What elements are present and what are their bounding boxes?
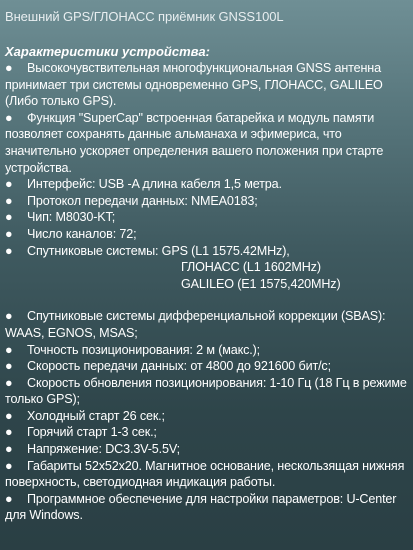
bullet-icon: ● [5,375,13,390]
bullet-icon: ● [5,408,13,423]
bullet-icon: ● [5,193,13,208]
bullet-icon: ● [5,342,13,357]
list-item: ● Функция "SuperCap" встроенная батарейка и модуль памяти позволяет сохранять данные альманаха и эфимериса, что значительно ускоряет определения вашего положения при старте устройства. [5,110,384,175]
product-description [5,8,409,524]
list-item: ● Высокочувствительная многофункциональная GNSS антенна принимает три системы одновременно GPS, ГЛОНАСС, GALILEO (Либо только GPS). [5,61,383,109]
list-item: ● Напряжение: DC3.3V-5.5V; [5,442,180,457]
bullet-icon: ● [5,425,13,440]
list-item: ● Скорость передачи данных: от 4800 до 921600 бит/с; [5,359,331,374]
bullet-icon: ● [5,226,13,241]
bullet-icon: ● [5,491,13,506]
page-title: Внешний GPS/ГЛОНАСС приёмник GNSS100L [5,9,284,24]
list-item: ● Чип: M8030-KT; [5,210,116,225]
list-item: ● Горячий старт 1-3 сек.; [5,425,157,440]
satellite-system-galileo: GALILEO (E1 1575,420MHz) [181,276,341,291]
bullet-icon: ● [5,442,13,457]
bullet-icon: ● [5,110,13,125]
list-item: ● Спутниковые системы дифференциальной коррекции (SBAS): WAAS, EGNOS, MSAS; [5,309,386,340]
list-item-satellite-systems: ● Спутниковые системы: GPS (L1 1575.42MHz), [5,243,290,258]
list-item: ● Число каналов: 72; [5,226,137,241]
list-item: ● Протокол передачи данных: NMEA0183; [5,193,258,208]
bullet-icon: ● [5,177,13,192]
bullet-icon: ● [5,458,13,473]
list-item: ● Точность позиционирования: 2 м (макс.); [5,342,260,357]
list-item: ● Габариты 52x52x20. Магнитное основание, нескользящая нижняя поверхность, светодиодная индикация работы. [5,458,405,490]
bullet-icon: ● [5,359,13,374]
bullet-icon: ● [5,243,13,258]
spacer [5,292,409,308]
bullet-icon: ● [5,210,13,225]
bullet-icon: ● [5,309,13,324]
section-heading: Характеристики устройства: [5,44,210,59]
list-item: ● Интерфейс: USB -A длина кабеля 1,5 метра. [5,177,282,192]
list-item: ● Холодный старт 26 сек.; [5,408,165,423]
satellite-system-glonass: ГЛОНАСС (L1 1602MHz) [181,260,321,275]
list-item: ● Скорость обновления позиционирования: 1-10 Гц (18 Гц в режиме только GPS); [5,375,407,407]
bullet-icon: ● [5,61,13,75]
list-item: ● Программное обеспечение для настройки параметров: U-Center для Windows. [5,491,397,523]
